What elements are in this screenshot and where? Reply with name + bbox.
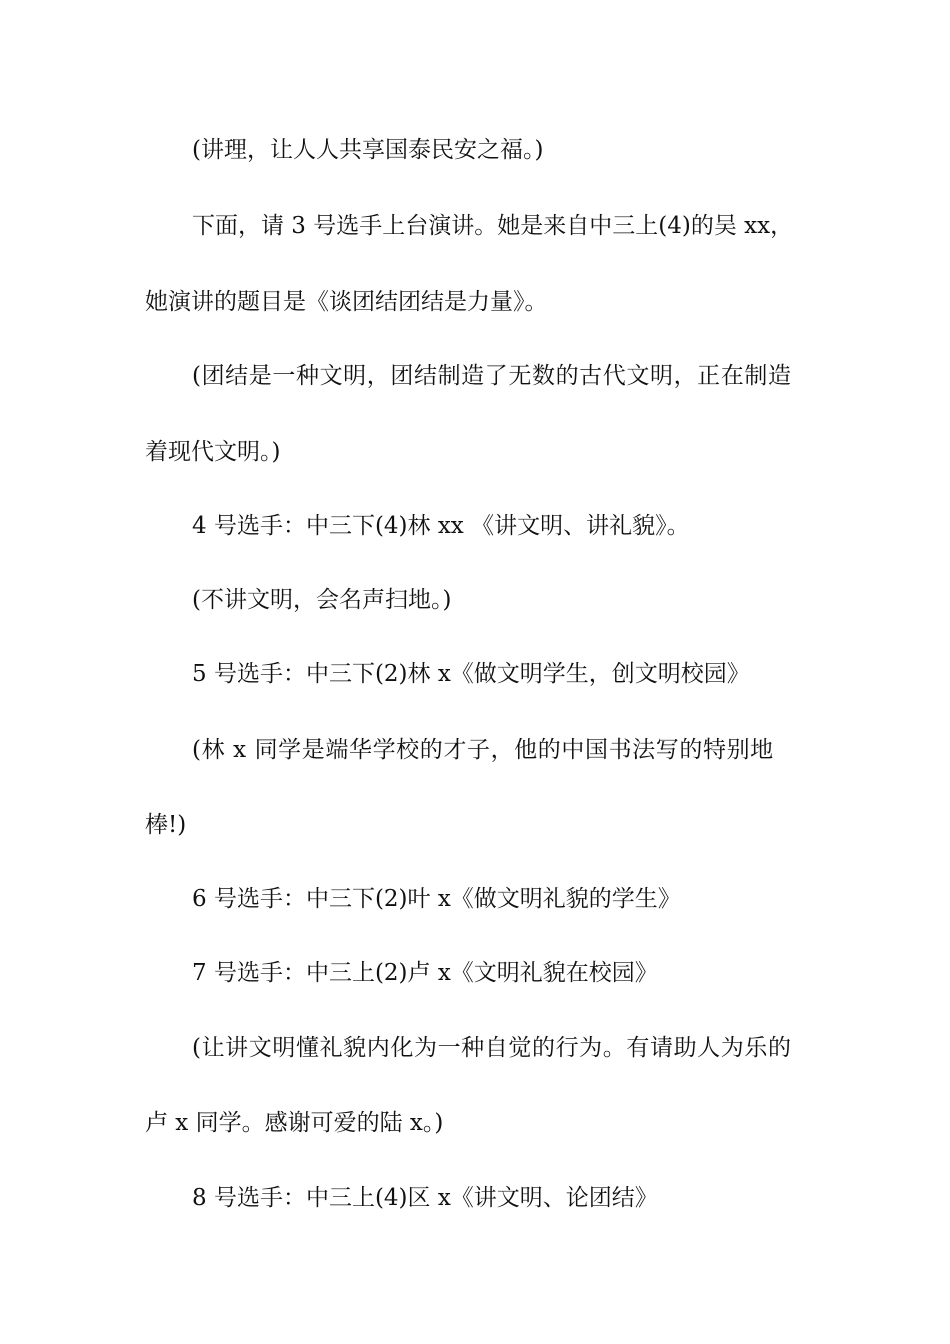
paragraph-line: 棒!) [145,812,187,838]
paragraph-line: (讲理，让人人共享国泰民安之福。) [192,137,544,163]
paragraph-line: 6 号选手：中三下(2)叶 x《做文明礼貌的学生》 [192,886,681,912]
paragraph-line: 7 号选手：中三上(2)卢 x《文明礼貌在校园》 [192,960,658,986]
paragraph-line: (不讲文明，会名声扫地。) [192,587,452,613]
paragraph-line: 她演讲的题目是《谈团结团结是力量》。 [145,289,548,315]
paragraph-line: (团结是一种文明，团结制造了无数的古代文明，正在制造 [192,363,792,389]
paragraph-line: 5 号选手：中三下(2)林 x《做文明学生，创文明校园》 [192,661,750,687]
paragraph-line: 着现代文明。) [145,439,281,465]
paragraph-line: 4 号选手：中三下(4)林 xx 《讲文明、讲礼貌》。 [192,513,690,539]
paragraph-line: 卢 x 同学。感谢可爱的陆 x。) [145,1110,444,1136]
paragraph-line: 8 号选手：中三上(4)区 x《讲文明、论团结》 [192,1185,658,1211]
paragraph-line: 下面，请 3 号选手上台演讲。她是来自中三上(4)的吴 xx， [192,213,794,239]
paragraph-line: (让讲文明懂礼貌内化为一种自觉的行为。有请助人为乐的 [192,1035,792,1061]
paragraph-line: (林 x 同学是端华学校的才子，他的中国书法写的特别地 [192,737,774,763]
